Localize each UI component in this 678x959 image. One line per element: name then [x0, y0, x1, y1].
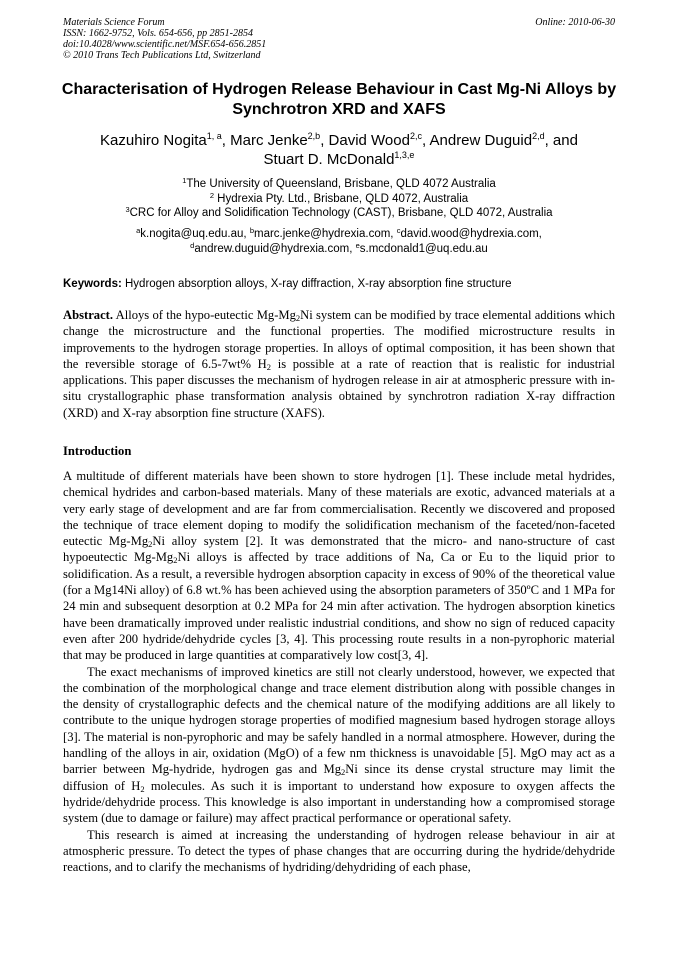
email-list: [60, 227, 618, 257]
author-affil-mark: 2,b: [307, 131, 321, 141]
abstract-label: Abstract.: [63, 308, 114, 322]
subscript: 2: [266, 361, 272, 372]
paragraph-text: A multitude of different materials have been shown to store hydrogen [1]. These include metal hydrides, chemical hydrides and carbon-based materials. Many of these materials are exotic, advanced materials at a very early stage of development and are far from commercialisation. Recently we discovered and proposed the technique of trace element doping to modify the solidification mechanism of the faceted/non-faceted eutectic Mg-Mg: [63, 469, 615, 549]
affiliation: [60, 177, 618, 192]
email-address[interactable]: s.mcdonald1@uq.edu.au: [359, 243, 488, 255]
affiliation-text: Hydrexia Pty. Ltd., Brisbane, QLD 4072, Australia: [213, 192, 469, 205]
subscript: 2: [148, 539, 153, 550]
journal-header: [63, 17, 615, 61]
paragraph-text: Ni alloy system [2]. It was demonstrated that the micro- and nano-structure of cast hypoeutectic Mg-Mg: [63, 534, 615, 565]
subscript: 2: [295, 313, 301, 323]
email-address[interactable]: david.wood@hydrexia.com,: [400, 228, 542, 240]
abstract-text: Ni system can be modified by trace elemental additions which change the microstructure and the functional properties. The modified microstructure results in improvements to the hydrogen storage properties. In alloys of optimal composition, it has been shown that the reversible storage of 6.5-7wt% H: [63, 308, 615, 371]
author-affil-mark: 2,d: [532, 131, 545, 141]
section-heading-introduction: Introduction: [63, 444, 132, 458]
author-affil-mark: 1, a: [206, 131, 222, 141]
email-mark: c: [396, 226, 401, 235]
abstract-paragraph: [63, 307, 615, 421]
keywords-label: Keywords:: [63, 278, 122, 290]
affiliation: [60, 206, 618, 221]
author-sep: ,: [421, 132, 430, 149]
author-sep: , and: [544, 132, 578, 149]
subscript: 2: [140, 783, 145, 794]
keywords: [63, 277, 615, 291]
abstract-text: is possible at a rate of reaction that is realistic for industrial applications. This paper discusses the mechanism of hydrogen release in air at atmospheric pressure with in-situ crystallographic phase transformation analysis obtained by synchrotron radiation X-ray diffraction (XRD) and X-ray absorption fine structure (XAFS).: [63, 356, 615, 420]
email-mark: a: [136, 226, 141, 235]
abstract: [63, 307, 615, 421]
author-affil-mark: 2,c: [409, 131, 422, 141]
intro-paragraph: This research is aimed at increasing the understanding of hydrogen release behaviour in air at atmospheric pressure. To detect the types of phase changes that are occurring during the hydride/dehydride reactions, and to clarify the mechanisms of hydriding/dehydriding of each phase,: [63, 827, 615, 875]
author-name: Stuart D. McDonald: [263, 151, 395, 168]
affiliation-mark: 2: [209, 190, 214, 200]
email-address[interactable]: marc.jenke@hydrexia.com,: [253, 228, 397, 240]
affiliation-mark: 3: [125, 205, 130, 214]
author-sep: ,: [221, 132, 231, 149]
journal-name: Materials Science Forum: [63, 17, 165, 28]
paragraph-text: molecules. As such it is important to understand how exposure to oxygen affects the hydride/dehydride process. This knowledge is also important in understanding how a compromised storage system (due to damage or failure) may affect practical performance or operational safety.: [63, 778, 615, 826]
keywords-text: Hydrogen absorption alloys, X-ray diffraction, X-ray absorption fine structure: [121, 278, 512, 290]
author-name: Andrew Duguid: [429, 132, 533, 149]
email-mark: e: [355, 241, 360, 250]
intro-paragraph: [63, 664, 615, 827]
affiliation: [60, 192, 618, 207]
author-name: Marc Jenke: [230, 132, 308, 149]
issn-line: ISSN: 1662-9752, Vols. 654-656, pp 2851-2854: [63, 28, 253, 39]
author-name: David Wood: [328, 132, 410, 149]
paragraph-text: The exact mechanisms of improved kinetics are still not clearly understood, however, we expected that the combination of the morphological change and trace element distribution along with possible changes in the density of crystallographic defects and the chemical nature of the modifying additions are all likely to contribute to the unique hydrogen storage properties of modified magnesium based hydrogen storage alloys [3]. The material is non-pyrophoric and may be safely handled in a normal atmosphere. However, during the handling of the alloys in air, oxidation (MgO) of a few nm thickness is unavoidable [5]. MgO may act as a barrier between Mg-hydride, hydrogen gas and Mg: [63, 664, 615, 777]
affiliation-mark: 1: [182, 176, 187, 185]
paper-title: Characterisation of Hydrogen Release Behaviour in Cast Mg-Ni Alloys by Synchrotron XRD and XAFS: [61, 81, 617, 118]
paragraph-text: Ni since its dense crystal structure may limit the diffusion of H: [63, 762, 616, 793]
copyright-line: © 2010 Trans Tech Publications Ltd, Switzerland: [63, 50, 261, 61]
email-line: [60, 242, 618, 257]
email-mark: d: [190, 241, 195, 250]
email-address[interactable]: andrew.duguid@hydrexia.com,: [194, 243, 356, 255]
subscript: 2: [341, 767, 346, 778]
intro-paragraph: [63, 468, 615, 664]
email-line: [60, 227, 618, 242]
email-mark: b: [249, 226, 254, 235]
author-sep: ,: [320, 132, 329, 149]
paragraph-text: Ni alloys is affected by trace additions of Na, Ca or Eu to the liquid prior to solidification. As a result, a reversible hydrogen absorption capacity in excess of 90% of the theoretical value (for a Mg14Ni alloy) of 6.8 wt.% has been achieved using the absorption parameters of 350ºC and 1 MPa for 24 min and subsequent desorption at 0.2 MPa for 24 min after activation. The hydrogen absorption kinetics have been dramatically improved under realistic industrial conditions, and show no sign of reduced capacity even after 200 hydride/dehydride cycles [3, 4]. This processing route results in a non-pyrophoric material that may be produced in large quantities at comparatively low cost[3, 4].: [63, 550, 616, 663]
email-address[interactable]: k.nogita@uq.edu.au,: [140, 228, 250, 240]
online-date: Online: 2010-06-30: [535, 17, 615, 28]
affiliation-text: CRC for Alloy and Solidification Technology (CAST), Brisbane, QLD 4072, Australia: [129, 207, 553, 219]
introduction-body: [63, 468, 615, 875]
doi-line: doi:10.4028/www.scientific.net/MSF.654-656.2851: [63, 39, 267, 50]
author-name: Kazuhiro Nogita: [100, 132, 207, 149]
author-list: [60, 131, 618, 169]
abstract-text: Alloys of the hypo-eutectic Mg-Mg: [113, 308, 296, 322]
affiliation-text: The University of Queensland, Brisbane, QLD 4072 Australia: [186, 178, 496, 190]
author-affil-mark: 1,3,e: [394, 150, 415, 160]
subscript: 2: [173, 555, 178, 566]
affiliation-list: [60, 177, 618, 221]
